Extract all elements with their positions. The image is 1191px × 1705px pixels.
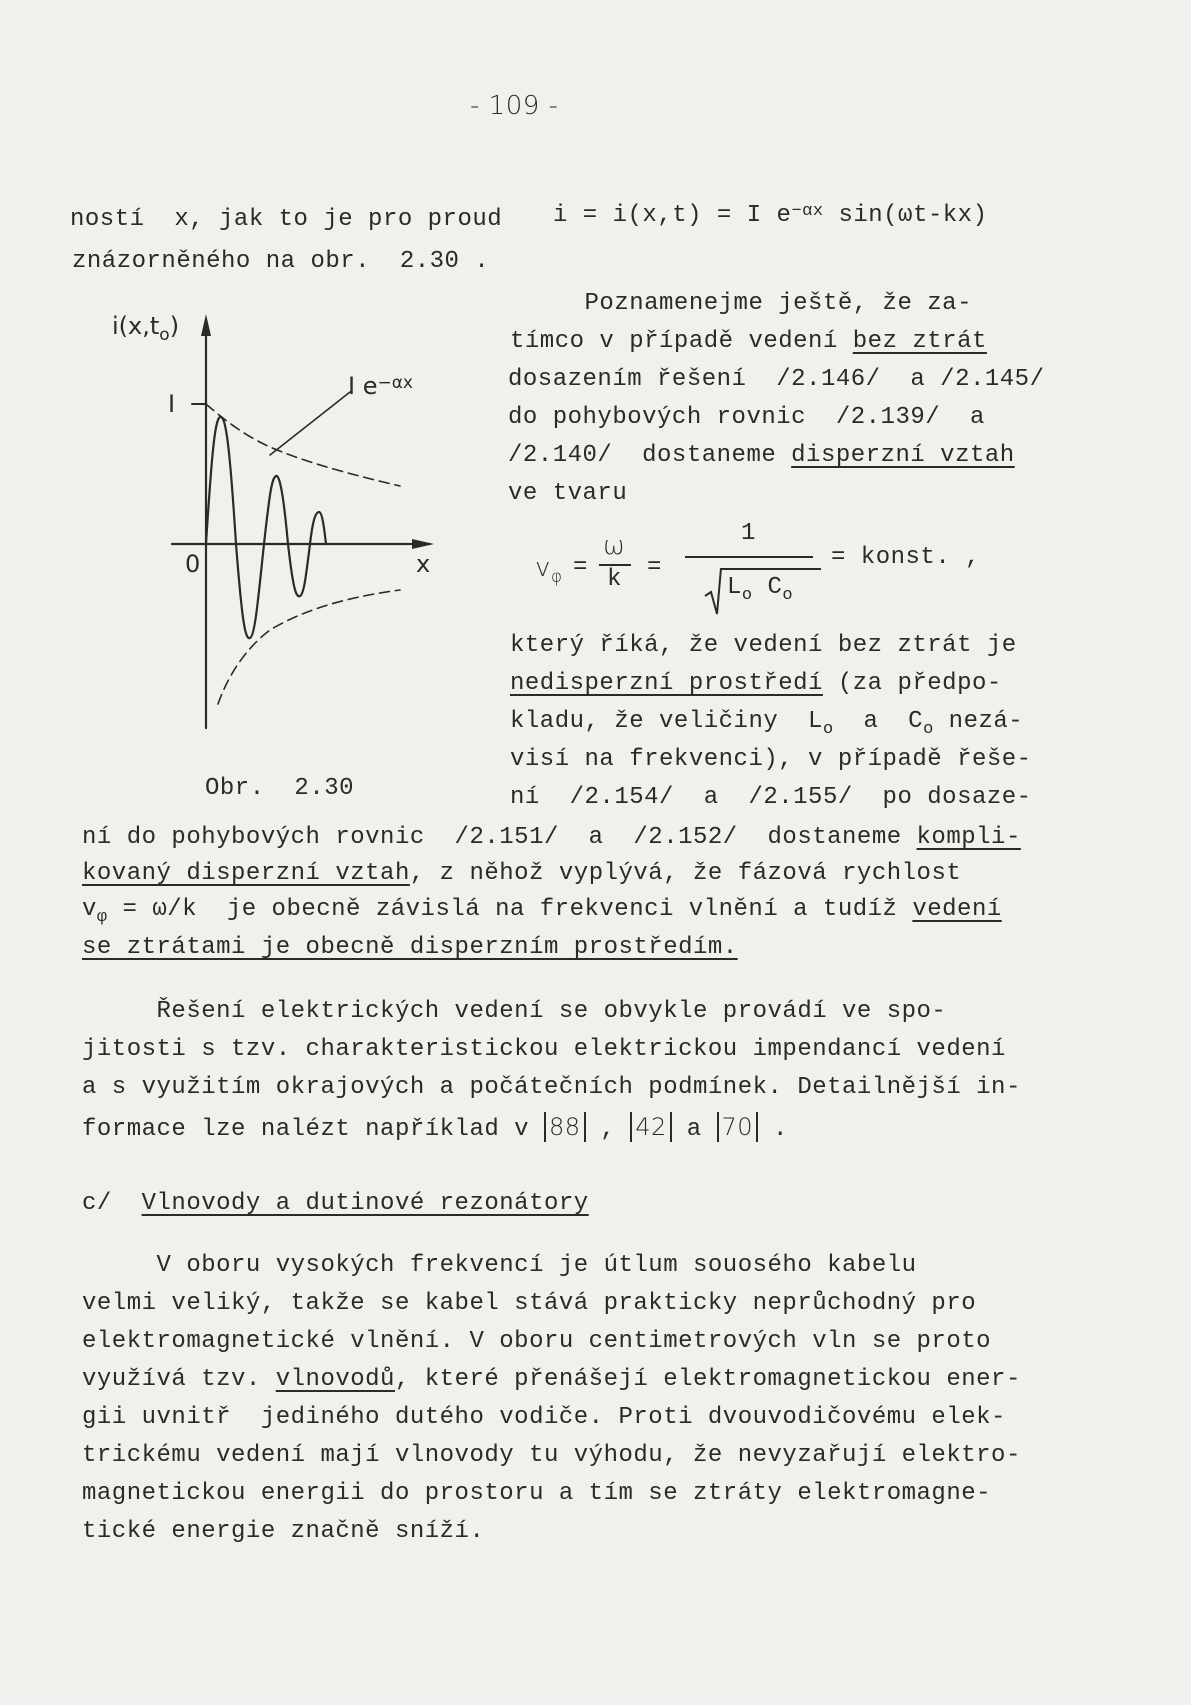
figure-envelope-label: I $e^{-\alpha x}$ — [348, 372, 413, 400]
section-title: Vlnovody a dutinové rezonátory — [141, 1190, 589, 1217]
sqrt-sign — [703, 566, 723, 616]
figure-origin-label: 0 — [185, 550, 201, 578]
para2-line-4: formace lze nalézt například v 88 , 42 a 70 . — [82, 1113, 788, 1143]
eq-equals-2: = — [647, 554, 662, 581]
para2-line-2: jitosti s tzv. charakteristickou elektrickou impendancí vedení — [82, 1036, 1006, 1063]
eq-equals-1: = — [573, 554, 588, 581]
figure-caption: Obr. 2.30 — [205, 775, 355, 802]
eq-lhs: $v_\varphi$ — [535, 553, 563, 587]
para2-line-1: Řešení elektrických vedení se obvykle provádí ve spo- — [82, 998, 947, 1025]
para3-line-7: magnetickou energii do prostoru a tím se ztráty elektromagne- — [82, 1480, 992, 1507]
full-line-4 — [82, 934, 738, 962]
damped-wave — [206, 417, 326, 638]
figure-y-axis-label: $i(x,t_o)$ — [112, 312, 180, 345]
eq-frac1-numerator: ω — [603, 531, 626, 561]
eq-frac2-bar — [685, 556, 813, 558]
underline-kompli: kompli- — [916, 824, 1021, 851]
figure-2-30 — [100, 300, 460, 740]
after-eq-line-5: ní /2.154/ a /2.155/ po dosaze- — [510, 784, 1032, 811]
para3-line-1: V oboru vysokých frekvencí je útlum souosého kabelu — [82, 1252, 917, 1279]
underline-se-ztratami: se ztrátami je obecně disperzním prostředím. — [82, 934, 738, 961]
eq-frac2-denominator: $L_o$ $C_o$ — [727, 574, 794, 605]
para3-line-4: využívá tzv. vlnovodů, které přenášejí elektromagnetickou ener- — [82, 1366, 1021, 1393]
eq-frac1-denominator: k — [607, 566, 622, 593]
para3-line-5: gii uvnitř jediného dutého vodiče. Proti dvouvodičovému elek- — [82, 1404, 1006, 1431]
para3-line-3: elektromagnetické vlnění. V oboru centimetrových vln se proto — [82, 1328, 992, 1355]
right-line-5: /2.140/ dostaneme disperzní vztah — [508, 442, 1015, 469]
after-eq-line-1: který říká, že vedení bez ztrát je — [510, 632, 1017, 659]
dispersion-equation — [535, 520, 995, 620]
reference-42: 42 — [630, 1112, 672, 1142]
para3-line-6: trickému vedení mají vlnovody tu výhodu, že nevyzařují elektro- — [82, 1442, 1021, 1469]
after-eq-line-2: nedisperzní prostředí (za předpo- — [510, 670, 1002, 697]
y-axis-arrow — [201, 314, 211, 336]
right-line-4: do pohybových rovnic /2.139/ a — [508, 404, 985, 431]
reference-88: 88 — [544, 1112, 586, 1142]
underline-komplikovany: kovaný disperzní vztah — [82, 860, 410, 887]
formula-sine: sin(ωt-kx) — [823, 202, 988, 229]
full-line-1: ní do pohybových rovnic /2.151/ a /2.152/ dostaneme kompli- — [82, 824, 1021, 851]
underline-vedeni: vedení — [912, 896, 1002, 923]
intro-line-1 — [70, 206, 502, 234]
reference-70: 70 — [717, 1112, 759, 1142]
underline-bez-ztrat: bez ztrát — [852, 328, 987, 355]
right-line-3: dosazením řešení /2.146/ a /2.145/ — [508, 366, 1045, 393]
full-line-2: kovaný disperzní vztah, z něhož vyplývá, že fázová rychlost — [82, 860, 962, 887]
envelope-leader — [270, 392, 350, 455]
eq-result: = konst. , — [831, 544, 981, 571]
formula-current: i = i(x,t) = I e — [553, 202, 792, 229]
after-eq-line-4: visí na frekvenci), v případě řeše- — [510, 746, 1032, 773]
right-line-1: Poznamenejme ještě, že za- — [510, 290, 972, 317]
page-number: - 109 - — [470, 91, 559, 121]
right-line-2: tímco v případě vedení bez ztrát — [510, 328, 987, 355]
after-eq-line-3: kladu, že veličiny $L_o$ a $C_o$ nezá- — [510, 708, 1024, 739]
figure-amplitude-label: I — [168, 390, 176, 418]
x-axis-arrow — [412, 539, 434, 549]
section-heading: c/ Vlnovody a dutinové rezonátory — [82, 1190, 589, 1217]
lower-envelope — [218, 590, 400, 704]
intro-line-2: znázorněného na obr. 2.30 . — [72, 248, 490, 275]
intro-formula — [553, 202, 987, 232]
full-line-3: $v_\varphi = \omega/k$ je obecně závislá na frekvenci vlnění a tudíž vedení — [82, 896, 1002, 927]
upper-envelope — [206, 404, 400, 486]
formula-exponent: −αx — [791, 202, 824, 221]
figure-x-axis-label: x — [416, 550, 431, 578]
underline-vlnovodu: vlnovodů — [275, 1366, 395, 1393]
para3-line-2: velmi veliký, takže se kabel stává prakticky neprůchodný pro — [82, 1290, 977, 1317]
right-line-6: ve tvaru — [508, 480, 628, 507]
underline-disperzni-vztah: disperzní vztah — [791, 442, 1015, 469]
sqrt-bar — [721, 568, 821, 570]
para3-line-8: tické energie značně sníží. — [82, 1518, 485, 1545]
intro-text: ností x, jak to je pro proud — [70, 206, 503, 233]
para2-line-3: a s využitím okrajových a počátečních podmínek. Detailnější in- — [82, 1074, 1021, 1101]
eq-frac2-numerator: 1 — [741, 520, 756, 547]
underline-nedisperzni: nedisperzní prostředí — [510, 670, 823, 697]
